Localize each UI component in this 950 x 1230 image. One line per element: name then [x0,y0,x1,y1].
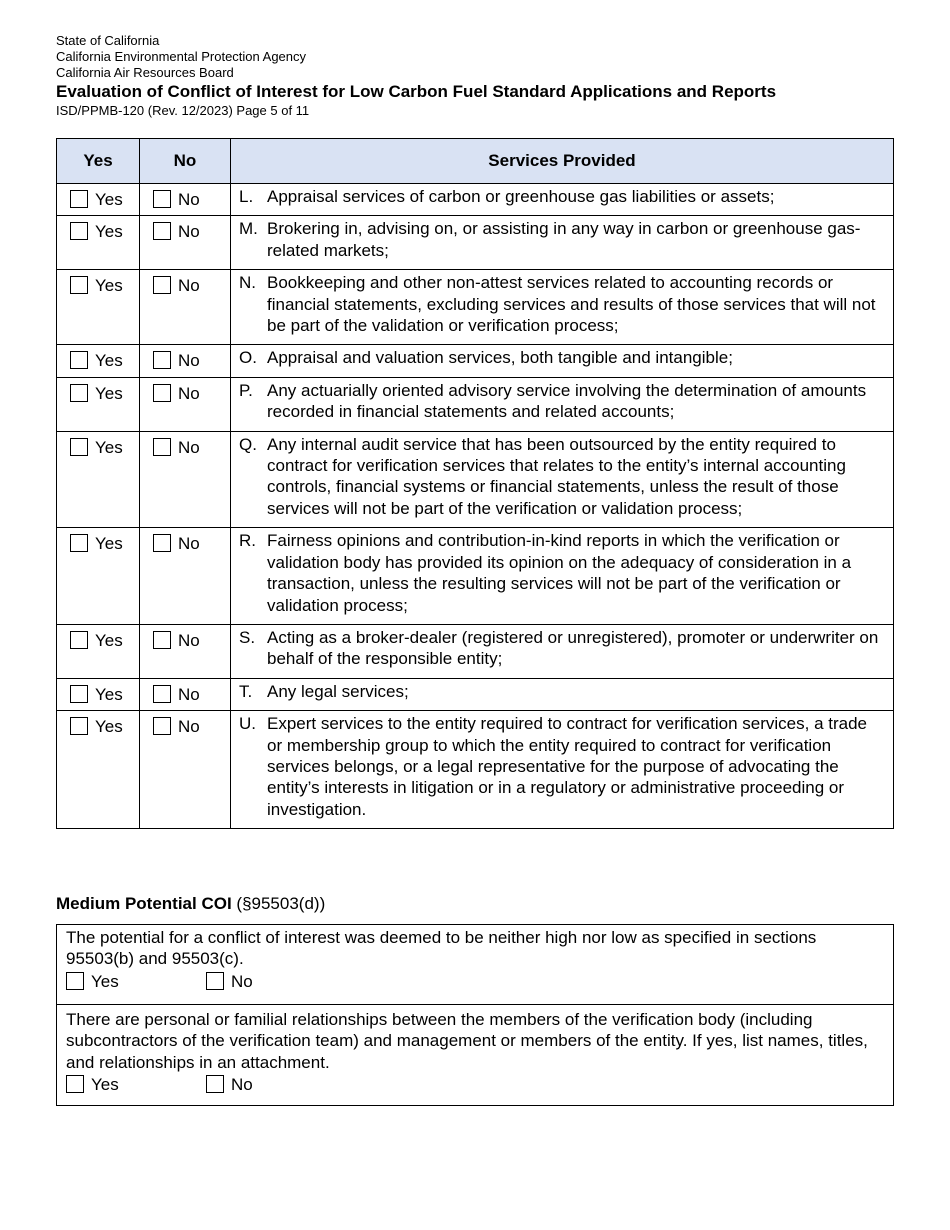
no-cell [140,711,231,829]
no-cell [140,184,231,216]
question-2-no-label: No [231,1075,253,1095]
yes-checkbox[interactable] [70,685,88,703]
question-1-no-checkbox[interactable] [206,972,224,990]
question-1-yes-checkbox[interactable] [66,972,84,990]
no-checkbox[interactable] [153,685,171,703]
service-letter: S. [239,627,256,647]
service-text: Any legal services; [267,681,409,701]
service-cell [231,678,894,710]
question-1-yes [66,971,206,992]
table-row-l [57,184,894,216]
question-2-no-checkbox[interactable] [206,1075,224,1093]
service-letter: M. [239,219,258,239]
table-row-u [57,711,894,829]
yes-checkbox[interactable] [70,717,88,735]
service-letter: T. [239,681,253,701]
question-1-yes-label: Yes [91,971,119,991]
col-header-no: No [140,139,231,184]
medium-coi-heading [56,893,325,915]
table-row-t [57,678,894,710]
table-row-q [57,431,894,528]
no-checkbox[interactable] [153,438,171,456]
no-label: No [178,383,200,403]
yes-checkbox[interactable] [70,631,88,649]
service-cell [231,216,894,270]
service-letter: N. [239,273,256,293]
table-row-r [57,528,894,625]
services-table [56,138,894,829]
service-text: Brokering in, advising on, or assisting in any way in carbon or greenhouse gas-related markets; [267,219,861,260]
yes-checkbox[interactable] [70,438,88,456]
yes-label: Yes [95,630,123,650]
service-letter: L. [239,187,254,206]
no-label: No [178,276,200,296]
no-checkbox[interactable] [153,534,171,552]
question-2-yes-checkbox[interactable] [66,1075,84,1093]
service-cell [231,711,894,829]
medium-coi-heading-ref: (§95503(d)) [231,894,326,913]
medium-coi-box [56,924,894,1106]
yes-checkbox[interactable] [70,534,88,552]
medium-coi-question-2 [57,1004,893,1105]
header-state: State of California [56,33,160,48]
form-title: Evaluation of Conflict of Interest for Low Carbon Fuel Standard Applications and Reports [56,82,777,101]
medium-coi-question-1 [57,925,893,1004]
table-row-s [57,624,894,678]
yes-cell [57,184,140,216]
service-letter: O. [239,348,257,368]
yes-label: Yes [95,276,123,296]
service-text: Any actuarially oriented advisory service involving the determination of amounts recorded in financial statements and related accounts; [267,380,867,422]
service-letter: Q. [239,434,257,454]
no-cell [140,528,231,625]
no-cell [140,216,231,270]
no-label: No [178,437,200,457]
no-checkbox[interactable] [153,276,171,294]
col-header-yes: Yes [57,139,140,184]
yes-label: Yes [95,717,123,737]
question-2-text: There are personal or familial relationships between the members of the verification body (including subcontractors of the verification team) and management or members of the entity. If yes, list names, titles, and relationships in an attachment. [66,1010,868,1072]
table-row-m [57,216,894,270]
service-cell [231,345,894,377]
service-cell [231,431,894,528]
yes-checkbox[interactable] [70,190,88,208]
question-2-yes-label: Yes [91,1075,119,1095]
table-row-o [57,345,894,377]
no-checkbox[interactable] [153,717,171,735]
yes-cell [57,377,140,431]
no-label: No [178,630,200,650]
no-checkbox[interactable] [153,190,171,208]
yes-checkbox[interactable] [70,276,88,294]
header-agency: California Environmental Protection Agency [56,49,307,64]
no-cell [140,377,231,431]
yes-label: Yes [95,534,123,554]
yes-checkbox[interactable] [70,222,88,240]
question-1-options [66,971,884,992]
question-1-no [206,971,253,992]
yes-cell [57,678,140,710]
question-2-no [206,1074,253,1095]
col-header-services: Services Provided [231,139,894,184]
table-row-p [57,377,894,431]
page-header [56,33,916,119]
no-checkbox[interactable] [153,351,171,369]
services-table-body [57,184,894,829]
service-letter: U. [239,714,256,734]
service-text: Bookkeeping and other non-attest services related to accounting records or financial statements, excluding services and results of those services that will not be part of the validation or verification process; [267,273,876,336]
no-label: No [178,351,200,371]
question-1-text: The potential for a conflict of interest was deemed to be neither high nor low as specified in sections 95503(b) and 95503(c). [66,928,817,969]
yes-checkbox[interactable] [70,351,88,369]
service-text: Fairness opinions and contribution-in-kind reports in which the verification or validation body has provided its opinion on the adequacy of consideration in a transaction, unless the resulting services will not be part of the verification or validation process; [267,531,852,615]
service-letter: P. [239,380,253,400]
no-checkbox[interactable] [153,222,171,240]
service-text: Appraisal and valuation services, both tangible and intangible; [267,348,733,368]
table-row-n [57,270,894,345]
yes-cell [57,711,140,829]
service-text: Appraisal services of carbon or greenhouse gas liabilities or assets; [267,187,775,206]
services-table-header [57,139,894,184]
no-cell [140,678,231,710]
yes-cell [57,431,140,528]
no-cell [140,624,231,678]
no-label: No [178,190,200,209]
question-2-options [66,1074,884,1095]
no-checkbox[interactable] [153,631,171,649]
yes-cell [57,270,140,345]
no-checkbox[interactable] [153,384,171,402]
yes-label: Yes [95,190,123,209]
yes-label: Yes [95,684,123,704]
service-cell [231,270,894,345]
service-cell [231,184,894,216]
no-cell [140,345,231,377]
yes-label: Yes [95,222,123,242]
service-text: Acting as a broker-dealer (registered or unregistered), promoter or underwriter on behalf of the responsible entity; [267,627,879,669]
service-letter: R. [239,531,256,551]
service-text: Any internal audit service that has been outsourced by the entity required to contract for verification services that relates to the entity’s internal accounting controls, financial systems or financial statements, unless the result of those services will not be part of the verification or validation process; [267,434,846,518]
no-label: No [178,534,200,554]
yes-cell [57,528,140,625]
form-revision: ISD/PPMB-120 (Rev. 12/2023) Page 5 of 11 [56,103,310,118]
no-cell [140,270,231,345]
service-text: Expert services to the entity required to contract for verification services, a trade or membership group to which the entity required to contract for verification services belongs, or a legal representative for the purpose of advocating the entity’s interests in litigation or in a regulatory or administrative proceeding or investigation. [267,714,867,819]
yes-checkbox[interactable] [70,384,88,402]
service-cell [231,528,894,625]
yes-label: Yes [95,351,123,371]
yes-cell [57,216,140,270]
no-label: No [178,222,200,242]
no-label: No [178,684,200,704]
question-2-yes [66,1074,206,1095]
question-1-no-label: No [231,971,253,991]
service-cell [231,624,894,678]
yes-cell [57,624,140,678]
service-cell [231,377,894,431]
yes-label: Yes [95,383,123,403]
medium-coi-heading-bold: Medium Potential COI [56,894,232,913]
yes-label: Yes [95,437,123,457]
header-board: California Air Resources Board [56,65,234,80]
no-cell [140,431,231,528]
yes-cell [57,345,140,377]
no-label: No [178,717,200,737]
